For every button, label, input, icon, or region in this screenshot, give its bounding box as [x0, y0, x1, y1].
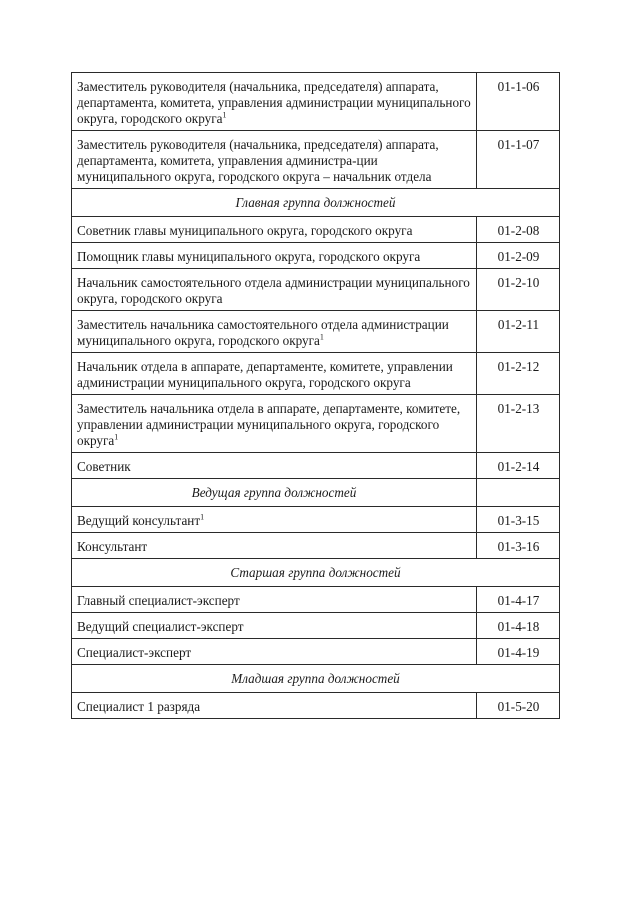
position-name-cell: [72, 453, 477, 479]
position-name-cell: [72, 269, 477, 311]
group-title: Главная группа должностей: [72, 189, 560, 217]
position-name: Заместитель руководителя (начальника, председателя) аппарата, департамента, комитета, управления администра-ции муниципального округа, городского округа – начальник отдела: [77, 137, 439, 184]
position-code: 01-1-06: [477, 73, 560, 131]
group-title: Старшая группа должностей: [72, 559, 560, 587]
position-name: Ведущий консультант: [77, 513, 201, 528]
position-name-cell: [72, 693, 477, 719]
position-code: 01-2-11: [477, 311, 560, 353]
empty-code-cell: [477, 479, 560, 507]
table-row: [72, 311, 560, 353]
table-row: [72, 73, 560, 131]
position-name: Советник: [77, 459, 131, 474]
position-name: Заместитель руководителя (начальника, председателя) аппарата, департамента, комитета, управления администрации муниципального округа, городского округа: [77, 79, 471, 126]
position-name-cell: [72, 395, 477, 453]
group-title: Младшая группа должностей: [72, 665, 560, 693]
position-code: 01-2-10: [477, 269, 560, 311]
table-row: [72, 217, 560, 243]
position-name-cell: [72, 587, 477, 613]
table-row: [72, 587, 560, 613]
position-code: 01-2-13: [477, 395, 560, 453]
position-code: 01-3-15: [477, 507, 560, 533]
position-name-cell: [72, 217, 477, 243]
position-name: Начальник отдела в аппарате, департаменте, комитете, управлении администрации муниципального округа, городского округа: [77, 359, 453, 390]
position-code: 01-2-09: [477, 243, 560, 269]
position-code: 01-4-17: [477, 587, 560, 613]
group-header-row: [72, 665, 560, 693]
position-name-cell: [72, 131, 477, 189]
footnote-marker: 1: [200, 512, 205, 522]
table-row: [72, 395, 560, 453]
position-code: 01-2-14: [477, 453, 560, 479]
group-header-row: [72, 559, 560, 587]
position-name-cell: [72, 353, 477, 395]
position-name: Ведущий специалист-эксперт: [77, 619, 244, 634]
table-row: [72, 131, 560, 189]
table-row: [72, 693, 560, 719]
table-row: [72, 269, 560, 311]
position-name-cell: [72, 311, 477, 353]
position-code: 01-3-16: [477, 533, 560, 559]
positions-table-body: [72, 73, 560, 719]
position-name: Советник главы муниципального округа, городского округа: [77, 223, 413, 238]
position-name: Заместитель начальника отдела в аппарате, департаменте, комитете, управлении администрации муниципального округа, городского округа: [77, 401, 461, 448]
position-name: Заместитель начальника самостоятельного отдела администрации муниципального округа, городского округа: [77, 317, 449, 348]
position-code: 01-5-20: [477, 693, 560, 719]
position-code: 01-2-12: [477, 353, 560, 395]
position-name-cell: [72, 533, 477, 559]
footnote-marker: 1: [114, 432, 119, 442]
position-name-cell: [72, 243, 477, 269]
footnote-marker: 1: [319, 332, 324, 342]
footnote-marker: 1: [222, 110, 227, 120]
position-name: Начальник самостоятельного отдела администрации муниципального округа, городского округа: [77, 275, 470, 306]
table-row: [72, 353, 560, 395]
table-row: [72, 639, 560, 665]
position-name: Консультант: [77, 539, 148, 554]
table-row: [72, 453, 560, 479]
position-name-cell: [72, 507, 477, 533]
position-name-cell: [72, 613, 477, 639]
position-code: 01-4-18: [477, 613, 560, 639]
table-row: [72, 507, 560, 533]
group-header-row: [72, 479, 560, 507]
position-name-cell: [72, 639, 477, 665]
group-title: Ведущая группа должностей: [72, 479, 477, 507]
table-row: [72, 613, 560, 639]
position-code: 01-1-07: [477, 131, 560, 189]
position-code: 01-4-19: [477, 639, 560, 665]
position-name: Специалист-эксперт: [77, 645, 192, 660]
positions-table: [71, 72, 560, 719]
position-code: 01-2-08: [477, 217, 560, 243]
group-header-row: [72, 189, 560, 217]
table-row: [72, 243, 560, 269]
position-name: Помощник главы муниципального округа, городского округа: [77, 249, 421, 264]
position-name: Главный специалист-эксперт: [77, 593, 240, 608]
position-name: Специалист 1 разряда: [77, 699, 201, 714]
position-name-cell: [72, 73, 477, 131]
table-row: [72, 533, 560, 559]
